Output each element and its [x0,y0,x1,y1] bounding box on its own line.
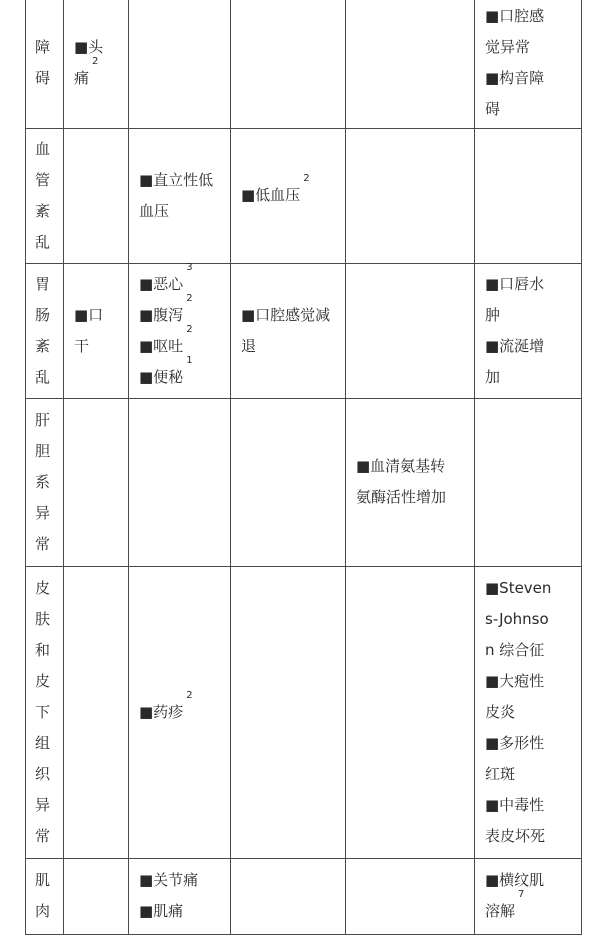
frequency-cell [346,0,475,128]
table-row [26,398,582,566]
reaction-item [485,573,555,666]
footnote-ref: 3 [186,261,193,273]
reaction-item [241,300,333,362]
reaction-text: ■头痛 [74,37,104,87]
reaction-text: ■口腔感觉减退 [241,305,331,355]
reaction-text: ■多形性红斑 [485,733,545,783]
footnote-ref: 2 [186,292,193,304]
category-cell: 障碍 [26,0,64,128]
reaction-text: ■大疱性皮炎 [485,671,545,721]
frequency-cell [231,858,346,934]
frequency-cell [64,128,129,263]
frequency-cell [231,398,346,566]
reaction-text: ■关节痛 [139,871,199,889]
frequency-cell [346,566,475,858]
reaction-item [485,63,555,125]
table-row [26,566,582,858]
reaction-text: ■口干 [74,305,104,355]
reaction-text: ■肌痛 [139,902,184,920]
frequency-cell [231,566,346,858]
frequency-cell [231,263,346,398]
reaction-item [485,790,555,852]
reaction-item [485,269,555,331]
reaction-text: ■Stevens-Johnson 综合征 [485,578,552,659]
reaction-text: ■中毒性表皮坏死 [485,795,546,845]
reaction-text: ■口腔感觉异常 [485,6,545,56]
category-cell: 肌肉 [26,858,64,934]
frequency-cell [475,858,582,934]
adverse-reactions-table [25,0,582,935]
frequency-cell [64,566,129,858]
reaction-item [241,173,333,211]
frequency-cell [475,128,582,263]
category-cell: 胃肠紊乱 [26,263,64,398]
frequency-cell [346,398,475,566]
table-row [26,858,582,934]
reaction-text: ■恶心 [139,274,184,293]
reaction-text: ■腹泻 [139,305,184,324]
frequency-cell [129,566,231,858]
footnote-ref: 2 [303,173,310,184]
frequency-cell [64,263,129,398]
frequency-cell [129,128,231,263]
reaction-item [485,865,555,927]
reaction-item [485,666,555,728]
frequency-cell [129,858,231,934]
frequency-cell [475,566,582,858]
reaction-text: ■口唇水肿 [485,274,545,324]
reaction-item [139,896,218,927]
frequency-cell [129,398,231,566]
category-cell: 血管紊乱 [26,128,64,263]
frequency-cell [475,398,582,566]
reaction-text: ■横纹肌溶解 [485,871,545,920]
footnote-ref: 7 [518,889,525,900]
reaction-text: ■直立性低血压 [139,170,214,220]
reaction-item [139,165,218,227]
footnote-ref: 2 [186,689,193,701]
frequency-cell [64,398,129,566]
reaction-item [139,323,218,362]
reaction-text: ■低血压 [241,186,301,204]
frequency-cell [231,128,346,263]
table-row [26,128,582,263]
frequency-cell [129,0,231,128]
category-cell: 皮肤和皮下组织异常 [26,566,64,858]
table-row [26,263,582,398]
reaction-text: ■便秘 [139,367,184,386]
reaction-item [74,32,116,94]
reaction-text: ■构音障碍 [485,68,545,118]
table-row [26,0,582,128]
frequency-cell [346,858,475,934]
frequency-cell [346,263,475,398]
footnote-ref: 1 [186,354,193,366]
category-cell: 肝胆系异常 [26,398,64,566]
reaction-text: ■血清氨基转氨酶活性增加 [356,457,447,506]
frequency-cell [475,0,582,128]
reaction-item [485,331,555,393]
reaction-text: ■呕吐 [139,336,184,355]
reaction-item [74,300,116,362]
reaction-item [139,354,218,393]
frequency-cell [346,128,475,263]
frequency-cell [64,0,129,128]
frequency-cell [475,263,582,398]
footnote-ref: 2 [186,323,193,335]
reaction-item [485,728,555,790]
reaction-text: ■流涎增加 [485,336,545,386]
reaction-item [356,451,450,513]
reaction-item [139,292,218,331]
frequency-cell [129,263,231,398]
reaction-item [139,865,218,896]
frequency-cell [231,0,346,128]
frequency-cell [64,858,129,934]
reaction-item [139,689,218,728]
reaction-item [139,261,218,300]
footnote-ref: 2 [92,55,99,67]
reaction-text: ■药疹 [139,702,184,721]
reaction-item [485,1,555,63]
